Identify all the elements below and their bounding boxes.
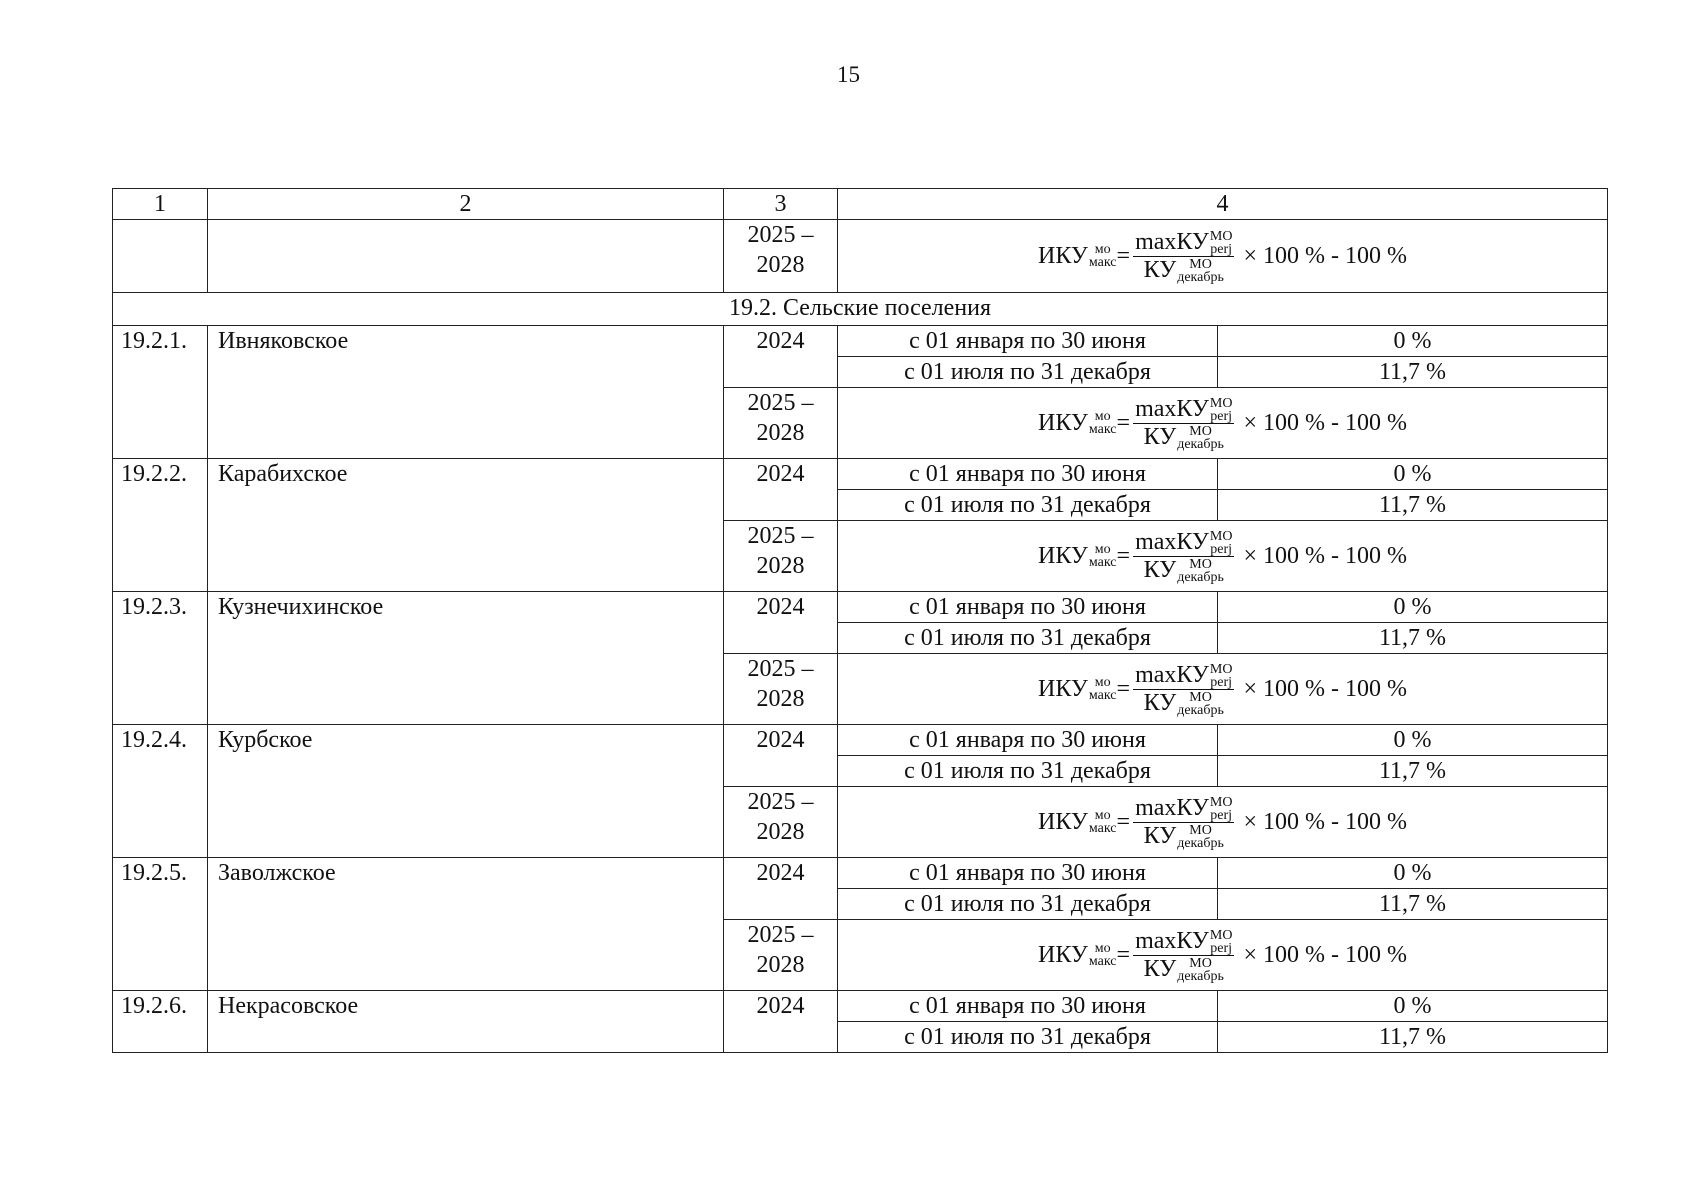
formula-lhs: ИКУ (1038, 942, 1088, 968)
formula-den-sup: МО (1189, 424, 1212, 440)
formula-num-sup: МО (1209, 928, 1233, 943)
formula-num-sup: МО (1209, 795, 1233, 810)
settlement-name: Кузнечихинское (208, 592, 724, 725)
header-col-1: 1 (113, 189, 208, 220)
formula (1038, 395, 1407, 452)
header-col-2: 2 (208, 189, 724, 220)
formula (1038, 528, 1407, 585)
period-cell: с 01 января по 30 июня (838, 326, 1218, 357)
formula-num-sub: perj (1210, 808, 1233, 823)
formula-lhs-sup: мо (1094, 542, 1111, 557)
year-cell: 2025 – 2028 (724, 388, 838, 459)
section-row (113, 293, 1608, 326)
formula-den-sub: декабрь (1177, 437, 1224, 453)
period-cell: с 01 января по 30 июня (838, 592, 1218, 623)
formula-num: maxКУ (1135, 395, 1209, 422)
formula-eq: = (1116, 410, 1131, 436)
formula-den-sub: декабрь (1177, 570, 1224, 586)
formula-num-sub: perj (1210, 675, 1233, 690)
formula-den: КУ (1143, 823, 1177, 849)
formula-den-sup: МО (1189, 690, 1212, 706)
year-cell: 2024 (724, 326, 838, 388)
year-cell: 2025 – 2028 (724, 220, 838, 293)
formula-lhs: ИКУ (1038, 410, 1088, 436)
row-number: 19.2.3. (113, 592, 208, 725)
formula-lhs-sup: мо (1094, 808, 1111, 823)
settlement-name: Карабихское (208, 459, 724, 592)
formula-den-sup: МО (1189, 257, 1212, 273)
value-cell: 11,7 % (1218, 889, 1608, 920)
period-cell: с 01 января по 30 июня (838, 858, 1218, 889)
formula-rest: × 100 % - 100 % (1243, 410, 1407, 436)
formula-lhs-sup: мо (1094, 675, 1111, 690)
year-cell: 2025 – 2028 (724, 521, 838, 592)
table-row (113, 991, 1608, 1022)
row-number: 19.2.6. (113, 991, 208, 1053)
value-cell: 11,7 % (1218, 357, 1608, 388)
settlement-name: Курбское (208, 725, 724, 858)
row-number: 19.2.1. (113, 326, 208, 459)
formula (1038, 794, 1407, 851)
row-number: 19.2.2. (113, 459, 208, 592)
formula-num: maxКУ (1135, 927, 1209, 954)
value-cell: 0 % (1218, 326, 1608, 357)
table-row (113, 326, 1608, 357)
empty-cell (113, 220, 208, 293)
value-cell: 0 % (1218, 592, 1608, 623)
tariff-table (112, 188, 1608, 1053)
formula-lhs-sup: мо (1094, 409, 1111, 424)
table-row (113, 725, 1608, 756)
year-cell: 2025 – 2028 (724, 920, 838, 991)
value-cell: 0 % (1218, 858, 1608, 889)
section-title: 19.2. Сельские поселения (113, 293, 1608, 326)
page-number: 15 (837, 62, 860, 87)
year-cell: 2024 (724, 725, 838, 787)
period-cell: с 01 января по 30 июня (838, 725, 1218, 756)
formula-cell (838, 787, 1608, 858)
value-cell: 0 % (1218, 725, 1608, 756)
value-cell: 11,7 % (1218, 756, 1608, 787)
formula (1038, 927, 1407, 984)
year-cell: 2025 – 2028 (724, 787, 838, 858)
formula-den: КУ (1143, 424, 1177, 450)
formula-eq: = (1116, 543, 1131, 569)
period-cell: с 01 июля по 31 декабря (838, 1022, 1218, 1053)
formula-lhs-sub: макс (1088, 422, 1117, 437)
formula-den-sub: декабрь (1177, 969, 1224, 985)
formula-num-sub: perj (1210, 941, 1233, 956)
formula-den-sub: декабрь (1177, 270, 1224, 286)
row-number: 19.2.5. (113, 858, 208, 991)
formula-den-sub: декабрь (1177, 836, 1224, 852)
formula-num-sup: МО (1209, 396, 1233, 411)
formula-den-sub: декабрь (1177, 703, 1224, 719)
formula-num: maxКУ (1135, 794, 1209, 821)
formula-rest: × 100 % - 100 % (1243, 809, 1407, 835)
header-row (113, 189, 1608, 220)
settlement-name: Заволжское (208, 858, 724, 991)
formula-cell (838, 654, 1608, 725)
formula-rest: × 100 % - 100 % (1243, 942, 1407, 968)
year-cell: 2025 – 2028 (724, 654, 838, 725)
formula-den: КУ (1143, 257, 1177, 283)
formula-lhs-sup: мо (1094, 941, 1111, 956)
formula-den-sup: МО (1189, 823, 1212, 839)
formula-den: КУ (1143, 557, 1177, 583)
formula-rest: × 100 % - 100 % (1243, 243, 1407, 269)
formula-lhs-sub: макс (1088, 255, 1117, 270)
formula-num-sub: perj (1210, 542, 1233, 557)
formula-lhs-sub: макс (1088, 688, 1117, 703)
formula-den-sup: МО (1189, 956, 1212, 972)
table-row (113, 858, 1608, 889)
formula-lhs: ИКУ (1038, 676, 1088, 702)
formula-cell (838, 521, 1608, 592)
formula-num: maxКУ (1135, 528, 1209, 555)
formula-eq: = (1116, 243, 1131, 269)
formula-num-sup: МО (1209, 229, 1233, 244)
year-cell: 2024 (724, 991, 838, 1053)
formula-cell (838, 220, 1608, 293)
formula-num-sub: perj (1210, 242, 1233, 257)
value-cell: 11,7 % (1218, 1022, 1608, 1053)
formula-cell (838, 920, 1608, 991)
formula-num-sub: perj (1210, 409, 1233, 424)
formula-eq: = (1116, 676, 1131, 702)
formula-eq: = (1116, 942, 1131, 968)
header-col-3: 3 (724, 189, 838, 220)
table-row (113, 592, 1608, 623)
formula-den-sup: МО (1189, 557, 1212, 573)
period-cell: с 01 июля по 31 декабря (838, 357, 1218, 388)
period-cell: с 01 января по 30 июня (838, 991, 1218, 1022)
period-cell: с 01 июля по 31 декабря (838, 889, 1218, 920)
period-cell: с 01 июля по 31 декабря (838, 490, 1218, 521)
settlement-name: Ивняковское (208, 326, 724, 459)
table-row (113, 459, 1608, 490)
year-cell: 2024 (724, 459, 838, 521)
period-cell: с 01 января по 30 июня (838, 459, 1218, 490)
row-number: 19.2.4. (113, 725, 208, 858)
formula-lhs-sub: макс (1088, 821, 1117, 836)
table-row (113, 220, 1608, 293)
formula-lhs: ИКУ (1038, 543, 1088, 569)
value-cell: 0 % (1218, 991, 1608, 1022)
header-col-4: 4 (838, 189, 1608, 220)
period-cell: с 01 июля по 31 декабря (838, 756, 1218, 787)
formula-lhs-sub: макс (1088, 555, 1117, 570)
formula-eq: = (1116, 809, 1131, 835)
formula-lhs: ИКУ (1038, 809, 1088, 835)
year-cell: 2024 (724, 858, 838, 920)
formula-cell (838, 388, 1608, 459)
value-cell: 0 % (1218, 459, 1608, 490)
formula-lhs-sub: макс (1088, 954, 1117, 969)
year-cell: 2024 (724, 592, 838, 654)
formula-lhs: ИКУ (1038, 243, 1088, 269)
formula-num-sup: МО (1209, 662, 1233, 677)
formula-num: maxКУ (1135, 661, 1209, 688)
formula-rest: × 100 % - 100 % (1243, 676, 1407, 702)
value-cell: 11,7 % (1218, 623, 1608, 654)
formula-den: КУ (1143, 690, 1177, 716)
formula (1038, 661, 1407, 718)
empty-cell (208, 220, 724, 293)
formula-den: КУ (1143, 956, 1177, 982)
formula-lhs-sup: мо (1094, 242, 1111, 257)
formula-rest: × 100 % - 100 % (1243, 543, 1407, 569)
formula (1038, 228, 1407, 285)
formula-num: maxКУ (1135, 228, 1209, 255)
settlement-name: Некрасовское (208, 991, 724, 1053)
period-cell: с 01 июля по 31 декабря (838, 623, 1218, 654)
formula-num-sup: МО (1209, 529, 1233, 544)
value-cell: 11,7 % (1218, 490, 1608, 521)
